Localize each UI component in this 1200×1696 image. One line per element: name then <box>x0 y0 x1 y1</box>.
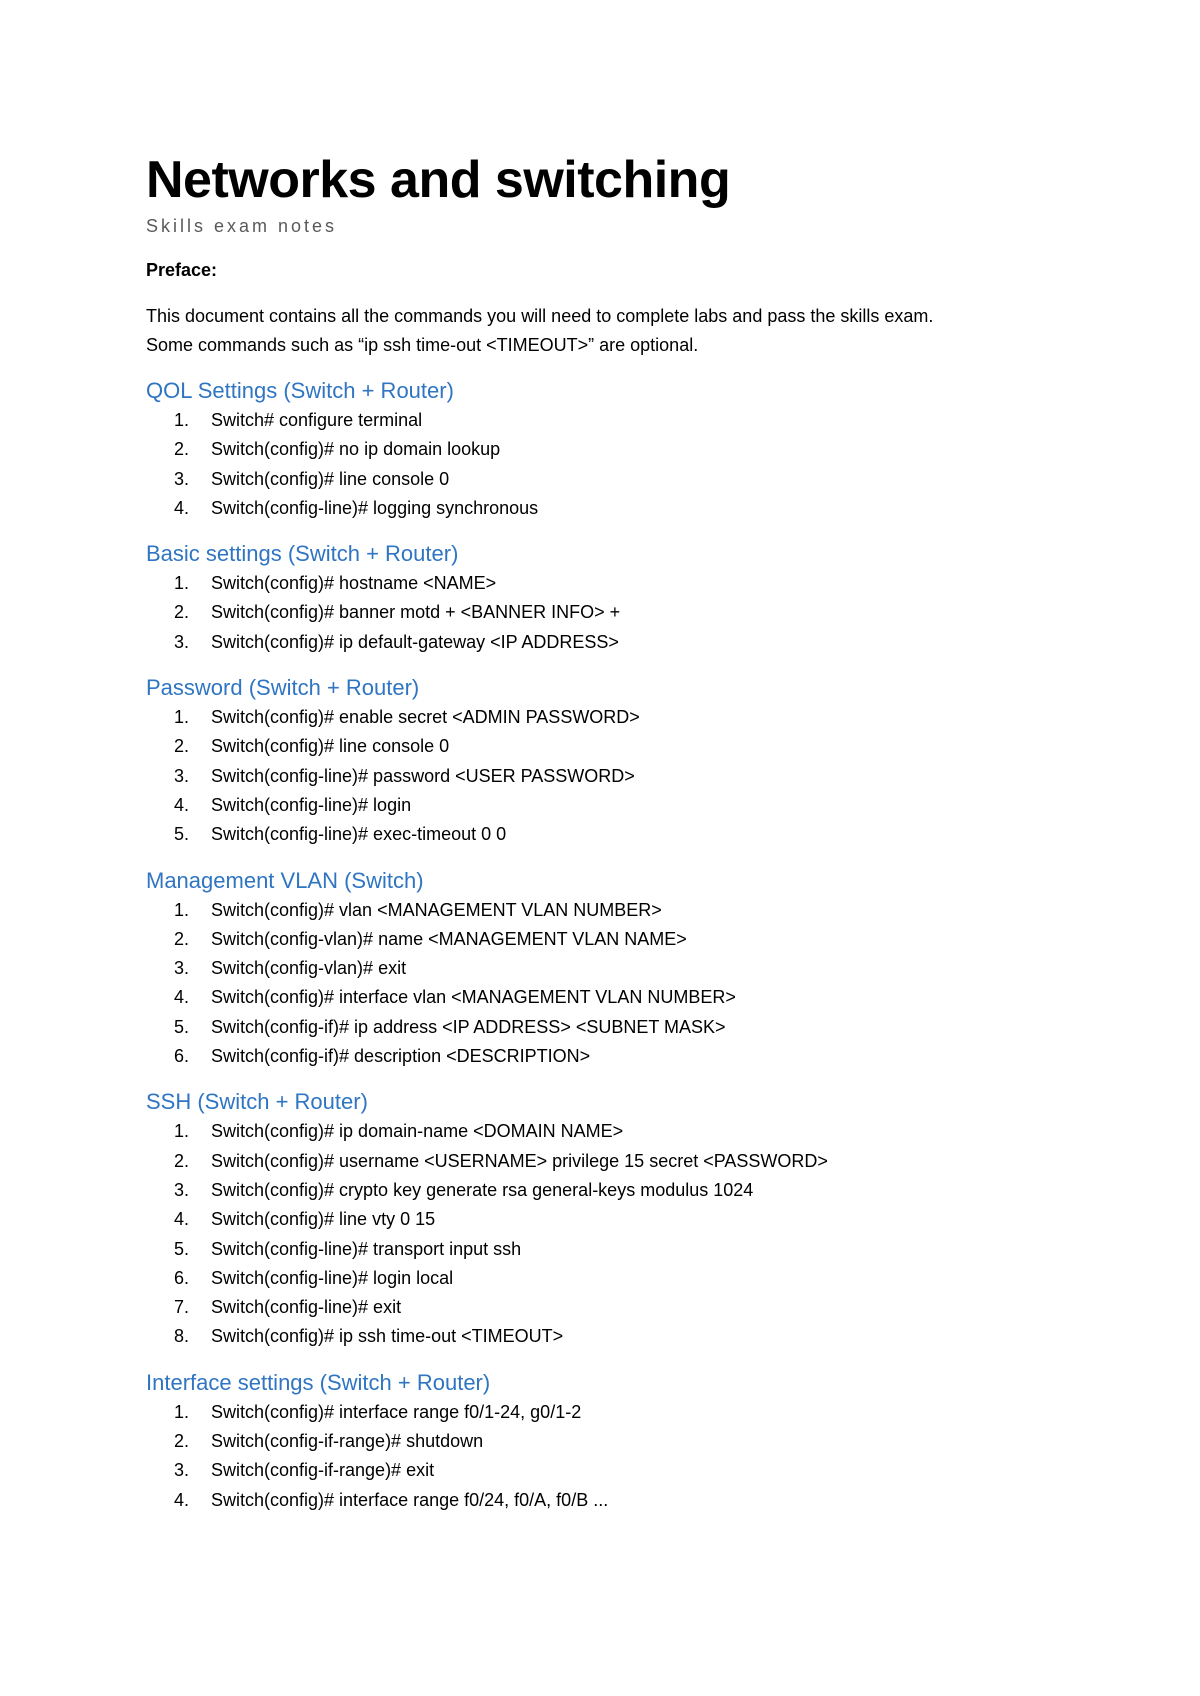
list-item: 1. Switch# configure terminal <box>174 410 423 430</box>
section-basic-settings <box>146 539 1066 657</box>
list-item: 1. Switch(config)# ip domain-name <DOMAIN NAME> <box>174 1121 624 1142</box>
command-text: Switch(config)# line vty 0 15 <box>211 1209 436 1230</box>
command-text: Switch(config-if)# description <DESCRIPTION> <box>211 1046 591 1067</box>
list-item: 4. Switch(config)# interface range f0/24, f0/A, f0/B ... <box>174 1489 609 1510</box>
list-item: 2. Switch(config)# line console 0 <box>174 736 450 757</box>
list-item: 6. Switch(config-if)# description <DESCRIPTION> <box>174 1046 591 1067</box>
command-text: Switch(config-if-range)# exit <box>211 1460 435 1481</box>
preface-label: Preface: <box>146 260 218 280</box>
section-management-vlan <box>146 866 1066 1072</box>
list-item: 5. Switch(config-if)# ip address <IP ADDRESS> <SUBNET MASK> <box>174 1016 726 1037</box>
command-text: Switch(config)# crypto key generate rsa general-keys modulus 1024 <box>211 1179 754 1200</box>
command-list <box>146 569 1066 657</box>
command-text: Switch(config-line)# login <box>211 794 412 815</box>
command-text: Switch(config)# enable secret <ADMIN PASSWORD> <box>211 707 640 728</box>
command-list <box>146 1398 1066 1515</box>
preface-paragraph <box>146 302 1066 360</box>
command-text: Switch(config-line)# login local <box>211 1267 454 1288</box>
list-item: 2. Switch(config-if-range)# shutdown <box>174 1431 484 1452</box>
list-item: 1. Switch(config)# interface range f0/1-24, g0/1-2 <box>174 1401 582 1422</box>
command-text: Switch(config)# interface range f0/1-24, g0/1-2 <box>211 1401 582 1422</box>
command-list <box>146 896 1066 1072</box>
list-item: 4. Switch(config-line)# logging synchronous <box>174 497 539 518</box>
list-item: 6. Switch(config-line)# login local <box>174 1267 454 1288</box>
command-text: Switch(config)# ip ssh time-out <TIMEOUT> <box>211 1326 564 1347</box>
list-item: 2. Switch(config)# username <USERNAME> privilege 15 secret <PASSWORD> <box>174 1150 828 1171</box>
command-text: Switch(config)# interface range f0/24, f0/A, f0/B ... <box>211 1489 609 1510</box>
command-text: Switch(config-line)# exec-timeout 0 0 <box>211 824 507 845</box>
list-item: 4. Switch(config)# interface vlan <MANAGEMENT VLAN NUMBER> <box>174 987 736 1008</box>
section-ssh <box>146 1087 1066 1351</box>
section-qol-settings <box>146 376 1066 523</box>
command-list <box>146 406 1066 523</box>
list-item: 4. Switch(config-line)# login <box>174 794 412 815</box>
command-text: Switch(config)# ip default-gateway <IP ADDRESS> <box>211 631 619 652</box>
command-text: Switch# configure terminal <box>211 410 423 430</box>
command-text: Switch(config)# username <USERNAME> privilege 15 secret <PASSWORD> <box>211 1150 828 1171</box>
list-item: 4. Switch(config)# line vty 0 15 <box>174 1209 436 1230</box>
list-item: 2. Switch(config-vlan)# name <MANAGEMENT VLAN NAME> <box>174 928 687 949</box>
command-text: Switch(config)# banner motd + <BANNER INFO> + <box>211 602 621 623</box>
section-password <box>146 673 1066 849</box>
command-text: Switch(config-vlan)# exit <box>211 958 407 979</box>
list-item: 2. Switch(config)# banner motd + <BANNER INFO> + <box>174 602 621 623</box>
document-page <box>146 150 1066 1515</box>
list-item: 1. Switch(config)# vlan <MANAGEMENT VLAN NUMBER> <box>174 899 662 920</box>
section-heading: Management VLAN (Switch) <box>146 867 424 893</box>
list-item: 5. Switch(config-line)# exec-timeout 0 0 <box>174 824 507 845</box>
command-list <box>146 703 1066 849</box>
list-item: 3. Switch(config-line)# password <USER PASSWORD> <box>174 765 635 786</box>
list-item: 5. Switch(config-line)# transport input ssh <box>174 1238 522 1259</box>
command-text: Switch(config-if-range)# shutdown <box>211 1431 484 1452</box>
list-item: 1. Switch(config)# enable secret <ADMIN PASSWORD> <box>174 707 640 728</box>
list-item: 3. Switch(config)# ip default-gateway <IP ADDRESS> <box>174 631 619 652</box>
list-item: 8. Switch(config)# ip ssh time-out <TIMEOUT> <box>174 1326 564 1347</box>
command-text: Switch(config-line)# transport input ssh <box>211 1238 522 1259</box>
command-text: Switch(config)# interface vlan <MANAGEMENT VLAN NUMBER> <box>211 987 736 1008</box>
preface-line: Some commands such as “ip ssh time-out <TIMEOUT>” are optional. <box>146 335 699 355</box>
section-heading: SSH (Switch + Router) <box>146 1089 368 1115</box>
list-item: 3. Switch(config)# crypto key generate rsa general-keys modulus 1024 <box>174 1179 754 1200</box>
section-heading: Password (Switch + Router) <box>146 675 420 701</box>
command-text: Switch(config)# no ip domain lookup <box>211 439 501 460</box>
command-text: Switch(config)# line console 0 <box>211 468 450 489</box>
list-item: 7. Switch(config-line)# exit <box>174 1297 402 1318</box>
section-heading: QOL Settings (Switch + Router) <box>146 378 454 403</box>
command-list <box>146 1117 1066 1351</box>
command-text: Switch(config)# line console 0 <box>211 736 450 757</box>
list-item: 3. Switch(config-if-range)# exit <box>174 1460 435 1481</box>
command-text: Switch(config)# ip domain-name <DOMAIN NAME> <box>211 1121 624 1142</box>
document-subtitle: Skills exam notes <box>146 216 338 236</box>
list-item: 2. Switch(config)# no ip domain lookup <box>174 439 501 460</box>
preface-line: This document contains all the commands you will need to complete labs and pass the skills exam. <box>146 306 934 326</box>
list-item: 1. Switch(config)# hostname <NAME> <box>174 573 497 594</box>
command-text: Switch(config-line)# exit <box>211 1297 402 1318</box>
command-text: Switch(config)# hostname <NAME> <box>211 573 497 594</box>
section-interface-settings <box>146 1368 1066 1515</box>
list-item: 3. Switch(config-vlan)# exit <box>174 958 407 979</box>
command-text: Switch(config-if)# ip address <IP ADDRESS> <SUBNET MASK> <box>211 1016 726 1037</box>
command-text: Switch(config-vlan)# name <MANAGEMENT VLAN NAME> <box>211 928 687 949</box>
list-item: 3. Switch(config)# line console 0 <box>174 468 450 489</box>
section-heading: Basic settings (Switch + Router) <box>146 541 459 567</box>
command-text: Switch(config-line)# password <USER PASSWORD> <box>211 765 635 786</box>
document-title: Networks and switching <box>146 151 731 209</box>
command-text: Switch(config-line)# logging synchronous <box>211 497 539 518</box>
command-text: Switch(config)# vlan <MANAGEMENT VLAN NUMBER> <box>211 899 662 920</box>
section-heading: Interface settings (Switch + Router) <box>146 1369 491 1395</box>
